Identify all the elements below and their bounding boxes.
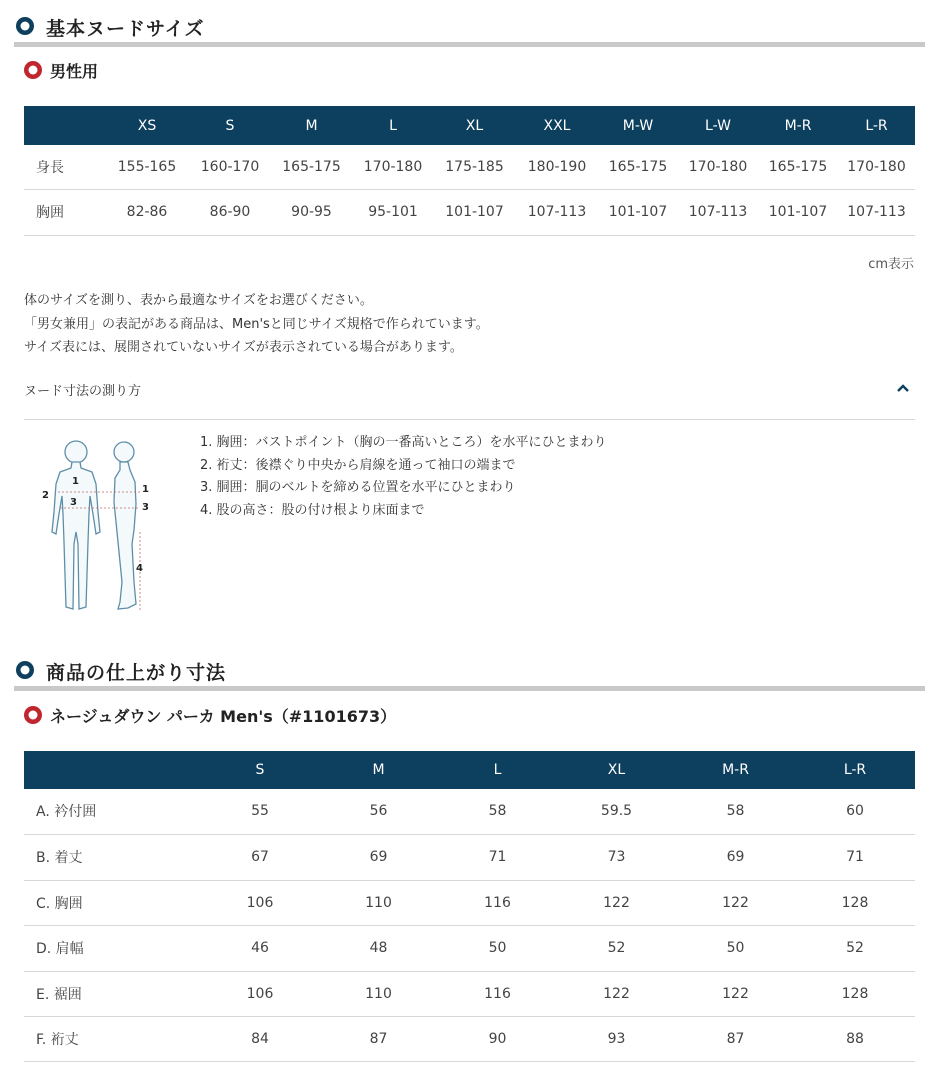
table-cell: 88 [795,1016,915,1061]
measure-step: 3. 胴囲：胴のベルトを締める位置を水平にひとまわり [200,480,516,495]
table-cell: 180-190 [516,145,598,189]
table-header-cell: M-R [758,106,838,145]
row-label: B. 着丈 [24,834,201,880]
table-header-cell: L-R [795,751,915,789]
table-cell: 55 [201,789,319,834]
table-cell: 122 [557,971,676,1016]
table-cell: 71 [438,834,557,880]
table-row [24,1016,915,1061]
figure-label: 3 [70,497,77,508]
table-cell: 50 [676,925,795,971]
accordion-label: ヌード寸法の測り方 [24,384,142,399]
table-cell: 87 [319,1016,438,1061]
table-cell: 82-86 [104,189,190,235]
table-header-cell [24,106,104,145]
row-label: D. 肩幅 [24,925,201,971]
table-cell: 101-107 [758,189,838,235]
table-header-cell: M-W [598,106,678,145]
table-cell: 165-175 [270,145,353,189]
measure-step: 1. 胸囲：バストポイント（胸の一番高いところ）を水平にひとまわり [200,435,607,450]
measure-step: 4. 股の高さ：股の付け根より床面まで [200,502,425,518]
table-header-cell: S [201,751,319,789]
table-cell: 116 [438,971,557,1016]
table-cell: 170-180 [678,145,758,189]
circle-dot-icon [24,61,42,79]
table-header-cell: XXL [516,106,598,145]
plus-circle-icon [16,661,34,679]
table-cell: 110 [319,880,438,925]
table-cell: 155-165 [104,145,190,189]
table-cell: 107-113 [678,189,758,235]
table-header-cell: XL [557,751,676,789]
table-cell: 90 [438,1016,557,1061]
table-cell: 106 [201,880,319,925]
subheader-title: 男性用 [50,62,99,81]
unit-label: cm表示 [868,257,914,272]
note-line: サイズ表には、展開されていないサイズが表示されている場合があります。 [24,340,463,355]
plus-circle-icon [16,17,34,35]
table-cell: 90-95 [270,189,353,235]
figure-label: 1 [72,476,79,487]
body-measure-figure [36,432,166,617]
table-cell: 106 [201,971,319,1016]
table-cell: 73 [557,834,676,880]
table-cell: 101-107 [598,189,678,235]
table-row [24,145,915,189]
table-cell: 93 [557,1016,676,1061]
table-header-row [24,751,915,789]
note-line: 「男女兼用」の表記がある商品は、Men'sと同じサイズ規格で作られています。 [24,317,489,332]
table-cell: 59.5 [557,789,676,834]
row-label: A. 衿付囲 [24,789,201,834]
table-header-cell: XS [104,106,190,145]
side-head [114,442,134,462]
table-header-row [24,106,915,145]
row-label: 胸囲 [24,189,104,235]
section-header-nude-size [14,12,925,47]
table-cell: 69 [319,834,438,880]
table-cell: 107-113 [838,189,915,235]
note-line: 体のサイズを測り、表から最適なサイズをお選びください。 [24,293,373,308]
product-size-table [24,751,915,1062]
table-cell: 122 [676,971,795,1016]
section-title: 基本ヌードサイズ [46,18,205,40]
table-cell: 95-101 [353,189,433,235]
section-header-product-size [14,656,925,691]
table-cell: 116 [438,880,557,925]
table-cell: 122 [557,880,676,925]
table-row [24,880,915,925]
table-row [24,971,915,1016]
product-title: ネージュダウン パーカ Men's（#1101673） [50,707,397,726]
table-row [24,834,915,880]
figure-label: 1 [142,484,149,495]
table-row [24,925,915,971]
table-row [24,189,915,235]
table-cell: 52 [795,925,915,971]
table-header-cell [24,751,201,789]
table-cell: 58 [676,789,795,834]
measure-accordion[interactable] [24,370,915,420]
table-cell: 170-180 [838,145,915,189]
row-label: 身長 [24,145,104,189]
nude-size-table [24,106,915,236]
table-header-cell: L-R [838,106,915,145]
measure-step: 2. 裄丈：後襟ぐり中央から肩線を通って袖口の端まで [200,457,516,473]
table-header-cell: S [190,106,270,145]
table-header-cell: L [438,751,557,789]
table-cell: 160-170 [190,145,270,189]
table-cell: 128 [795,880,915,925]
table-cell: 69 [676,834,795,880]
table-cell: 48 [319,925,438,971]
section-title: 商品の仕上がり寸法 [46,662,227,684]
table-cell: 50 [438,925,557,971]
table-row [24,789,915,834]
table-cell: 71 [795,834,915,880]
figure-label: 3 [142,502,149,513]
table-header-cell: M-R [676,751,795,789]
table-cell: 56 [319,789,438,834]
table-cell: 58 [438,789,557,834]
figure-label: 4 [136,563,143,574]
table-cell: 84 [201,1016,319,1061]
table-cell: 107-113 [516,189,598,235]
table-cell: 110 [319,971,438,1016]
table-cell: 52 [557,925,676,971]
chevron-up-icon[interactable] [895,382,911,394]
side-body [114,462,136,609]
table-cell: 170-180 [353,145,433,189]
table-cell: 60 [795,789,915,834]
row-label: C. 胸囲 [24,880,201,925]
front-head [65,441,87,463]
table-header-cell: M [319,751,438,789]
table-header-cell: XL [433,106,516,145]
table-header-cell: M [270,106,353,145]
table-header-cell: L-W [678,106,758,145]
table-cell: 46 [201,925,319,971]
figure-label: 2 [42,490,49,501]
measure-steps [200,432,607,522]
row-label: F. 裄丈 [24,1016,201,1061]
table-cell: 122 [676,880,795,925]
table-cell: 101-107 [433,189,516,235]
table-cell: 87 [676,1016,795,1061]
table-cell: 165-175 [598,145,678,189]
table-cell: 86-90 [190,189,270,235]
table-cell: 128 [795,971,915,1016]
table-header-cell: L [353,106,433,145]
row-label: E. 裾囲 [24,971,201,1016]
table-cell: 165-175 [758,145,838,189]
table-cell: 67 [201,834,319,880]
table-cell: 175-185 [433,145,516,189]
circle-dot-icon [24,706,42,724]
